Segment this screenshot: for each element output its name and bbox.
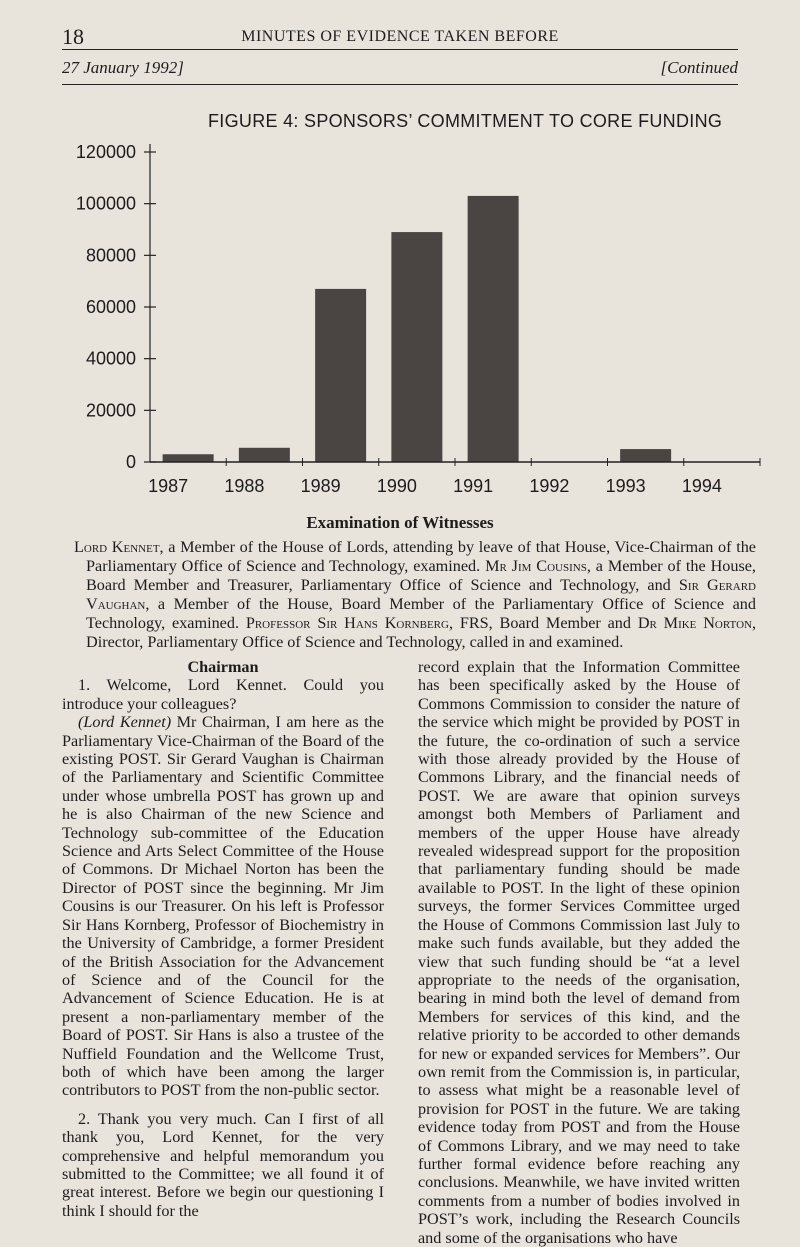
y-tick-label: 60000 [85, 297, 136, 317]
bar-chart [0, 130, 800, 505]
question-2: 2. Thank you very much. Can I first of all thank you, Lord Kennet, for the very comprehensive and helpful memorandum you submitted to the Committee; we all found it of great interest. Before we begin our questioning I think I should for the [62, 1109, 384, 1220]
answer-1-speaker: (Lord Kennet) [78, 713, 172, 732]
x-tick-label: 1988 [224, 476, 265, 496]
figure-title: FIGURE 4: SPONSORS’ COMMITMENT TO CORE FUNDING [208, 111, 723, 131]
y-tick-label: 40000 [85, 348, 136, 369]
header-rule-bottom [62, 84, 738, 85]
answer-1 [62, 713, 384, 1100]
bar-1987 [163, 454, 214, 462]
chairman-heading: Chairman [187, 658, 259, 676]
question-1: 1. Welcome, Lord Kennet. Could you introduce your colleagues? [62, 676, 384, 713]
witness-text: , Director, Parliamentary Office of Science and Technology, called in and examined. [86, 614, 757, 651]
continued-label: [Continued [660, 58, 738, 77]
section-title: Examination of Witnesses [306, 513, 494, 532]
y-tick-label: 20000 [85, 400, 136, 421]
witness-name: Professor Sir Hans Kornberg [245, 614, 449, 632]
x-tick-label: 1990 [376, 476, 417, 496]
witness-name: Lord Kennet [74, 538, 160, 556]
witness-name: Sir Gerard Vaughan [86, 576, 756, 613]
witness-text: , a Member of the House, Board Member of the Parliamentary Office of Science and Technology, examined. [86, 595, 756, 632]
x-tick-label: 1994 [681, 476, 722, 496]
page-number: 18 [62, 24, 84, 49]
bar-1989 [315, 289, 366, 462]
witness-text: , a Member of the House, Board Member and Treasurer, Parliamentary Office of Science and Technology, and [86, 557, 756, 594]
x-axis [148, 458, 760, 496]
bar-1990 [391, 232, 442, 462]
running-head: MINUTES OF EVIDENCE TAKEN BEFORE [241, 28, 559, 45]
x-tick-label: 1993 [605, 476, 646, 496]
witness-text: , FRS, Board Member and [448, 614, 638, 632]
x-tick-label: 1992 [529, 476, 570, 496]
y-tick-label: 80000 [85, 245, 136, 266]
witness-text: , a Member of the House of Lords, attending by leave of that House, Vice-Chairman of the Parliamentary Office of Science and Technology, examined. [86, 538, 756, 575]
witness-paragraph [74, 538, 756, 652]
bar-1988 [239, 448, 290, 462]
y-tick-label: 0 [125, 452, 136, 472]
right-column [418, 658, 740, 1247]
y-axis [76, 142, 156, 472]
bar-1991 [468, 196, 519, 462]
x-tick-label: 1991 [453, 476, 494, 496]
chart-bars [163, 196, 672, 462]
answer-1-text: Mr Chairman, I am here as the Parliamentary Vice-Chairman of the Board of the existing POST. Sir Gerard Vaughan is Chairman of the Parliamentary and Scientific Committee under whose umbrella POST has grown up and he is also Chairman of the new Science and Technology sub-committee of the Education Science and Arts Select Committee of the House of Commons. Dr Michael Norton has been the Director of POST since the beginning. Mr Jim Cousins is our Treasurer. On his left is Professor Sir Hans Kornberg, Professor of Biochemistry in the University of Cambridge, a former President of the British Association for the Advancement of Science and of the Council for the Advancement of Science Education. He is at present a non-parliamentary member of the Board of POST. Sir Hans is also a trustee of the Nuffield Foundation and the Wellcome Trust, both of which have been among the larger contributors to POST from the non-public sector. [62, 713, 384, 1100]
left-column [62, 658, 384, 1220]
bar-1993 [620, 449, 671, 462]
witness-name: Dr Mike Norton [637, 614, 752, 632]
right-column-text: record explain that the Information Committee has been specifically asked by the House of Commons Commission to consider the nature of the service which might be provided by POST in the future, the co-ordination of such a service with those already provided by the House of Commons Library, and the financial needs of POST. We are aware that opinion surveys amongst both Members of Parliament and members of the upper House have already revealed widespread support for the proposition that parliamentary funding should be made available to POST. In the light of these opinion surveys, the former Services Committee urged the House of Commons Commission last July to make such funds available, but they added the view that such funding should be “at a level appropriate to the needs of the organisation, bearing in mind both the level of demand from Members for services of this kind, and the relative priority to be accorded to other demands for new or expanded services for Members”. Our own remit from the Commission is, in particular, to assess what might be a reasonable level of provision for POST in the future. We are taking evidence today from POST and from the House of Commons Library, and we may need to take further formal evidence before reaching any conclusions. Meanwhile, we have invited written comments from a number of bodies involved in POST’s work, including the Research Councils and some of the organisations who have [418, 658, 740, 1247]
header-rule-top [62, 49, 738, 50]
date-line: 27 January 1992] [62, 58, 184, 77]
x-tick-label: 1989 [300, 476, 341, 496]
y-tick-label: 120000 [75, 142, 136, 162]
witness-name: Mr Jim Cousins [485, 557, 587, 575]
y-tick-label: 100000 [75, 193, 136, 214]
x-tick-label: 1987 [148, 476, 189, 496]
